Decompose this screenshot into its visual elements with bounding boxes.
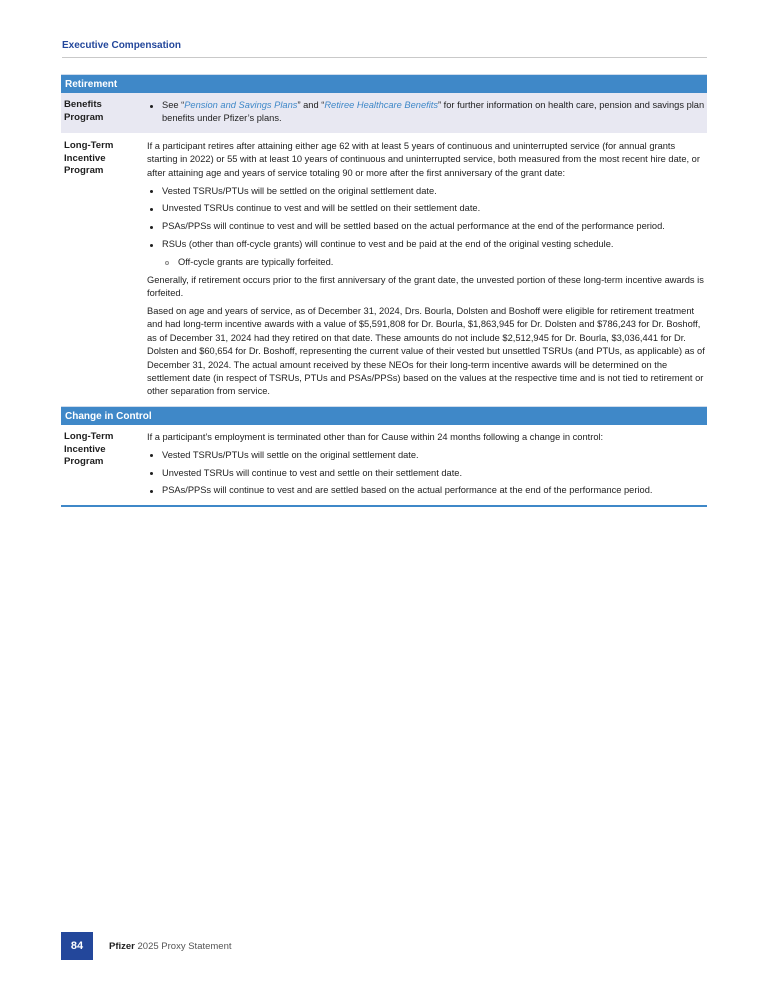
section-header-retirement: Retirement: [61, 74, 707, 93]
row-label: [61, 425, 147, 505]
section-header-change-in-control: Change in Control: [61, 406, 707, 425]
row-label: [61, 93, 147, 133]
bullet-text: RSUs (other than off-cycle grants) will continue to vest and be paid at the end of the original vesting schedule.: [162, 239, 614, 250]
row-label-line: Benefits: [64, 99, 102, 110]
row-label-line: Incentive: [64, 443, 106, 455]
bullet-item: Unvested TSRUs will continue to vest and settle on their settlement date.: [147, 467, 707, 480]
row-label-line: Program: [64, 111, 104, 123]
row-body: [147, 425, 707, 505]
retiree-healthcare-benefits-link[interactable]: Retiree Healthcare Benefits: [324, 100, 438, 110]
sub-bullet-item: Off-cycle grants are typically forfeited.: [162, 256, 707, 269]
row-label-line: Long-Term: [64, 430, 114, 442]
bullet-item: [147, 238, 707, 269]
row-label-line: Program: [64, 165, 104, 177]
footer-brand: Pfizer: [109, 941, 135, 952]
page-number: 84: [61, 932, 93, 960]
footer-title: [109, 941, 232, 952]
text: See “: [162, 100, 185, 110]
header-divider: [62, 57, 707, 58]
bullet-item: Vested TSRUs/PTUs will settle on the original settlement date.: [147, 449, 707, 462]
text: ” and “: [297, 100, 325, 110]
bullet-item: PSAs/PPSs will continue to vest and will be settled based on the actual performance at the end of the performance period.: [147, 220, 707, 233]
bullet-item: Vested TSRUs/PTUs will be settled on the original settlement date.: [147, 185, 707, 198]
bullet-item: [147, 99, 707, 126]
paragraph: Generally, if retirement occurs prior to the first anniversary of the grant date, the unvested portion of these long-term incentive awards is forfeited.: [147, 274, 704, 298]
pension-savings-plans-link[interactable]: Pension and Savings Plans: [184, 100, 298, 110]
compensation-table: [61, 74, 707, 507]
row-body: [147, 93, 707, 133]
footer-doc-title: 2025 Proxy Statement: [137, 941, 232, 952]
table-bottom-rule: [61, 505, 707, 507]
row-body: [147, 134, 707, 406]
bullet-item: PSAs/PPSs will continue to vest and are settled based on the actual performance at the end of the performance period.: [147, 484, 707, 497]
intro-paragraph: If a participant’s employment is terminated other than for Cause within 24 months following a change in control:: [147, 431, 604, 442]
table-row-benefits-program: [61, 93, 707, 133]
row-label-line: Program: [64, 456, 104, 468]
running-head: Executive Compensation: [62, 40, 181, 51]
row-label: [61, 134, 147, 406]
bullet-item: Unvested TSRUs continue to vest and will be settled on their settlement date.: [147, 202, 707, 215]
row-label-line: Incentive: [64, 152, 106, 164]
paragraph: Based on age and years of service, as of December 31, 2024, Drs. Bourla, Dolsten and Boshoff were eligible for retirement treatment and had long-term incentive awards with a value of $5,591,808 for Dr. Bourla, $1,863,945 for Dr. Dolsten and $786,243 for Dr. Boshoff, as of December 31, 2024 had they retired on that date. These amounts do not include $2,512,945 for Dr. Bourla, $3,036,441 for Dr. Dolsten and $60,654 for Dr. Boshoff, representing the current value of their vested but unsettled TSRUs (and PTUs, as applicable) as of December 31, 2024. The actual amount received by these NEOs for their long-term incentive awards will be determined on the settlement date (in respect of TSRUs, PTUs and PSAs/PPSs) based on the values at the respective time and is not tied to retirement or other separation from service.: [147, 305, 705, 397]
table-row-long-term-incentive-retirement: [61, 134, 707, 406]
intro-paragraph: If a participant retires after attaining either age 62 with at least 5 years of continuous and uninterrupted service (for annual grants starting in 2022) or 55 with at least 10 years of continuous and uninterrupted service, both measured from the most recent hire date, or after attaining age and years of service totaling 90 or more after the first anniversary of the grant date:: [147, 140, 700, 178]
table-row-long-term-incentive-cic: [61, 425, 707, 505]
row-label-line: Long-Term: [64, 139, 114, 151]
text: ” for further information on health care, pension and savings plan benefits under Pfizer’s plans.: [162, 100, 705, 124]
